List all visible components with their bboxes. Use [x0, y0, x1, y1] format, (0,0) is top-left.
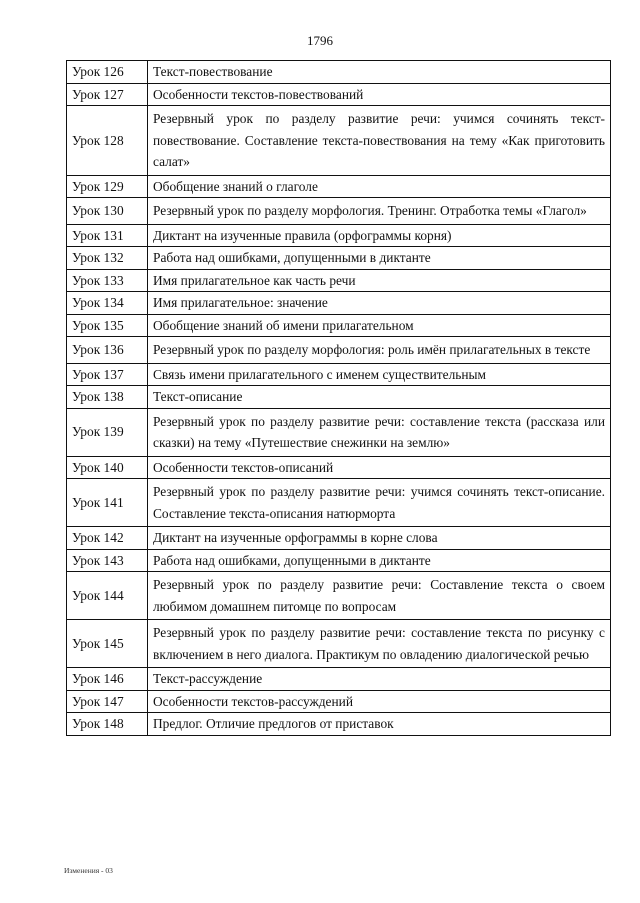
lesson-number: Урок 145	[67, 620, 148, 668]
table-row	[67, 61, 611, 84]
table-row	[67, 198, 611, 225]
lesson-topic: Работа над ошибками, допущенными в диктанте	[148, 247, 611, 270]
lesson-number: Урок 135	[67, 314, 148, 337]
lesson-number: Урок 138	[67, 386, 148, 409]
lesson-number: Урок 141	[67, 479, 148, 527]
lesson-number: Урок 126	[67, 61, 148, 84]
lesson-topic: Связь имени прилагательного с именем существительным	[148, 363, 611, 386]
lesson-topic: Текст-описание	[148, 386, 611, 409]
lesson-number: Урок 131	[67, 224, 148, 247]
lesson-topic: Текст-рассуждение	[148, 668, 611, 691]
table-row	[67, 224, 611, 247]
lesson-table-body	[67, 61, 611, 736]
lesson-topic: Предлог. Отличие предлогов от приставок	[148, 713, 611, 736]
table-row	[67, 620, 611, 668]
table-row	[67, 668, 611, 691]
lesson-topic: Диктант на изученные правила (орфограммы корня)	[148, 224, 611, 247]
lesson-topic: Резервный урок по разделу развитие речи: учимся сочинять текст-повествование. Составление текста-повествования на тему «Как приготовить салат»	[148, 106, 611, 176]
lesson-number: Урок 144	[67, 572, 148, 620]
lesson-topic: Работа над ошибками, допущенными в диктанте	[148, 549, 611, 572]
lesson-number: Урок 132	[67, 247, 148, 270]
lesson-number: Урок 129	[67, 175, 148, 198]
lesson-topic: Резервный урок по разделу развитие речи: составление текста (рассказа или сказки) на тему «Путешествие снежинки на землю»	[148, 408, 611, 456]
table-row	[67, 106, 611, 176]
table-row	[67, 479, 611, 527]
table-row	[67, 269, 611, 292]
lesson-topic: Резервный урок по разделу развитие речи: составление текста по рисунку с включением в него диалога. Практикум по овладению диалогической речью	[148, 620, 611, 668]
lesson-topic: Текст-повествование	[148, 61, 611, 84]
table-row	[67, 363, 611, 386]
lesson-number: Урок 148	[67, 713, 148, 736]
lesson-topic: Резервный урок по разделу морфология. Тренинг. Отработка темы «Глагол»	[148, 198, 611, 225]
lesson-number: Урок 136	[67, 337, 148, 364]
table-row	[67, 408, 611, 456]
lesson-number: Урок 142	[67, 527, 148, 550]
lesson-topic: Особенности текстов-описаний	[148, 456, 611, 479]
lesson-topic: Особенности текстов-рассуждений	[148, 690, 611, 713]
table-row	[67, 549, 611, 572]
lesson-number: Урок 147	[67, 690, 148, 713]
table-row	[67, 572, 611, 620]
lesson-topic: Резервный урок по разделу развитие речи: Составление текста о своем любимом домашнем питомце по вопросам	[148, 572, 611, 620]
table-row	[67, 83, 611, 106]
lesson-number: Урок 137	[67, 363, 148, 386]
lesson-topic: Обобщение знаний об имени прилагательном	[148, 314, 611, 337]
footer-changes-note: Изменения - 03	[64, 866, 113, 875]
lesson-number: Урок 128	[67, 106, 148, 176]
lesson-topic: Диктант на изученные орфограммы в корне слова	[148, 527, 611, 550]
table-row	[67, 247, 611, 270]
table-row	[67, 690, 611, 713]
table-row	[67, 314, 611, 337]
page-number: 1796	[307, 33, 333, 48]
lesson-topic: Особенности текстов-повествований	[148, 83, 611, 106]
table-row	[67, 386, 611, 409]
lesson-number: Урок 140	[67, 456, 148, 479]
table-row	[67, 337, 611, 364]
table-row	[67, 175, 611, 198]
lesson-topic: Имя прилагательное как часть речи	[148, 269, 611, 292]
lesson-topic: Резервный урок по разделу развитие речи: учимся сочинять текст-описание. Составление текста-описания натюрморта	[148, 479, 611, 527]
lesson-number: Урок 146	[67, 668, 148, 691]
table-row	[67, 527, 611, 550]
table-row	[67, 456, 611, 479]
lesson-number: Урок 133	[67, 269, 148, 292]
lesson-topic: Резервный урок по разделу морфология: роль имён прилагательных в тексте	[148, 337, 611, 364]
lesson-number: Урок 127	[67, 83, 148, 106]
table-row	[67, 713, 611, 736]
table-row	[67, 292, 611, 315]
lesson-number: Урок 143	[67, 549, 148, 572]
lesson-topic: Имя прилагательное: значение	[148, 292, 611, 315]
lesson-number: Урок 139	[67, 408, 148, 456]
lesson-number: Урок 130	[67, 198, 148, 225]
lesson-table	[66, 60, 611, 736]
lesson-topic: Обобщение знаний о глаголе	[148, 175, 611, 198]
lesson-number: Урок 134	[67, 292, 148, 315]
